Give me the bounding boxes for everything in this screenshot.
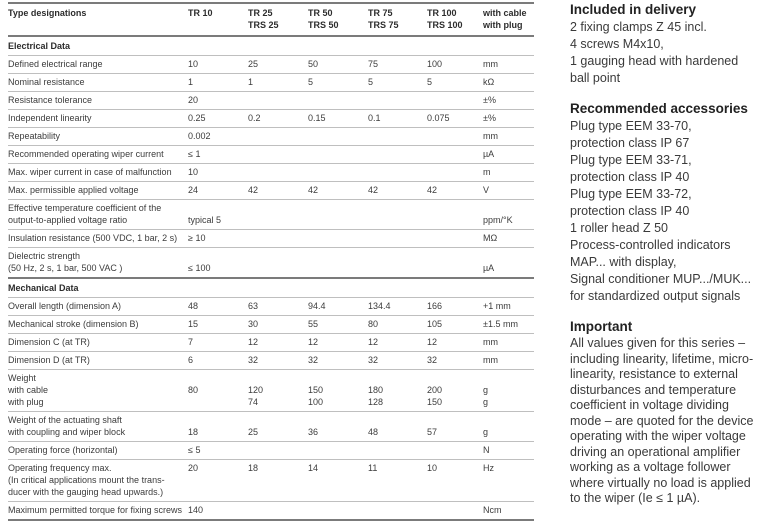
spec-row-line bbox=[8, 76, 534, 88]
note-body bbox=[570, 336, 756, 507]
note-section bbox=[570, 1, 756, 87]
value-cell: 32 bbox=[368, 355, 379, 365]
value-cell bbox=[308, 444, 368, 456]
value-cell: 180 bbox=[368, 385, 384, 395]
unit-cell: Ncm bbox=[483, 505, 502, 515]
note-line: All values given for this series – bbox=[570, 336, 746, 350]
spec-row bbox=[8, 441, 534, 459]
column-header: TR 75 bbox=[368, 8, 393, 18]
note-body bbox=[570, 118, 756, 305]
column-header: TR 100 bbox=[427, 8, 457, 18]
value-cell: 120 bbox=[248, 385, 264, 395]
value-cell: 32 bbox=[248, 355, 259, 365]
value-cell: 11 bbox=[368, 463, 378, 473]
value-cell: 48 bbox=[368, 427, 379, 437]
spec-row-line bbox=[8, 300, 534, 312]
value-cell bbox=[368, 214, 427, 226]
note-line: 2 fixing clamps Z 45 incl. bbox=[570, 20, 707, 34]
unit-cell: ppm/°K bbox=[483, 215, 513, 225]
note-body bbox=[570, 19, 756, 87]
value-cell: 63 bbox=[248, 301, 259, 311]
spec-row bbox=[8, 333, 534, 351]
row-label: with cable bbox=[8, 385, 49, 395]
value-cell: 140 bbox=[188, 505, 204, 515]
value-cell bbox=[308, 474, 368, 486]
unit-cell: V bbox=[483, 185, 490, 195]
value-cell: 12 bbox=[368, 337, 379, 347]
value-cell bbox=[308, 232, 368, 244]
spec-row bbox=[8, 459, 534, 501]
row-label: with coupling and wiper block bbox=[8, 427, 126, 437]
row-label: Dimension D (at TR) bbox=[8, 355, 90, 365]
spec-row bbox=[8, 247, 534, 277]
value-cell bbox=[308, 414, 368, 426]
value-cell bbox=[368, 372, 427, 384]
value-cell bbox=[248, 250, 308, 262]
value-cell: 10 bbox=[188, 59, 199, 69]
value-cell: 50 bbox=[308, 59, 319, 69]
value-cell bbox=[248, 444, 308, 456]
value-cell: 18 bbox=[248, 463, 259, 473]
section-title: Electrical Data bbox=[8, 41, 71, 51]
note-line: working as a voltage follower bbox=[570, 460, 731, 474]
value-cell: 20 bbox=[188, 463, 199, 473]
value-cell: 200 bbox=[427, 385, 443, 395]
spec-row-line bbox=[8, 384, 534, 396]
value-cell: 12 bbox=[427, 337, 438, 347]
value-cell bbox=[248, 214, 308, 226]
unit-cell bbox=[483, 202, 534, 214]
value-cell bbox=[308, 250, 368, 262]
spec-row-line bbox=[8, 462, 534, 474]
table-header-line bbox=[8, 7, 534, 19]
note-line: protection class IP 67 bbox=[570, 136, 690, 150]
spec-row-line bbox=[8, 130, 534, 142]
value-cell bbox=[427, 504, 483, 516]
value-cell bbox=[427, 372, 483, 384]
value-cell: 30 bbox=[248, 319, 259, 329]
value-cell bbox=[368, 166, 427, 178]
value-cell: 42 bbox=[248, 185, 259, 195]
value-cell: 0.1 bbox=[368, 113, 381, 123]
row-label: ducer with the gauging head upwards.) bbox=[8, 487, 164, 497]
row-label: Defined electrical range bbox=[8, 59, 103, 69]
value-cell bbox=[188, 474, 248, 486]
unit-cell: g bbox=[483, 427, 489, 437]
section-header bbox=[8, 35, 534, 55]
value-cell bbox=[308, 504, 368, 516]
unit-cell: µA bbox=[483, 149, 495, 159]
note-line: 1 roller head Z 50 bbox=[570, 221, 668, 235]
column-header: TRS 75 bbox=[368, 20, 399, 30]
value-cell bbox=[368, 486, 427, 498]
spec-row bbox=[8, 411, 534, 441]
value-cell bbox=[368, 444, 427, 456]
value-cell: ≤ 100 bbox=[188, 263, 211, 273]
value-cell bbox=[368, 148, 427, 160]
value-cell bbox=[188, 486, 248, 498]
value-cell: 12 bbox=[308, 337, 319, 347]
value-cell: 42 bbox=[308, 185, 319, 195]
value-cell: 48 bbox=[188, 301, 199, 311]
unit-cell: mm bbox=[483, 59, 498, 69]
value-cell bbox=[308, 372, 368, 384]
spec-row-line bbox=[8, 474, 534, 486]
row-label: Recommended operating wiper current bbox=[8, 149, 164, 159]
spec-row bbox=[8, 181, 534, 199]
column-header: TRS 50 bbox=[308, 20, 339, 30]
note-line: disturbances and temperature bbox=[570, 382, 737, 397]
value-cell bbox=[427, 214, 483, 226]
value-cell bbox=[188, 250, 248, 262]
column-header bbox=[8, 19, 188, 31]
note-line: ball point bbox=[570, 71, 621, 85]
column-header: TRS 100 bbox=[427, 20, 463, 30]
value-cell: 5 bbox=[368, 77, 374, 87]
spec-row-line bbox=[8, 58, 534, 70]
value-cell bbox=[188, 202, 248, 214]
value-cell: 12 bbox=[248, 337, 259, 347]
value-cell: 57 bbox=[427, 427, 438, 437]
value-cell bbox=[427, 232, 483, 244]
spec-row-line bbox=[8, 336, 534, 348]
value-cell: 18 bbox=[188, 427, 199, 437]
note-line: driving an operational amplifier bbox=[570, 444, 741, 459]
value-cell bbox=[188, 414, 248, 426]
value-cell: 24 bbox=[188, 185, 199, 195]
spec-row bbox=[8, 55, 534, 73]
row-label: Max. permissible applied voltage bbox=[8, 185, 139, 195]
note-line: mode – are quoted for the device bbox=[570, 413, 754, 428]
value-cell: 42 bbox=[368, 185, 379, 195]
value-cell: 15 bbox=[188, 319, 199, 329]
value-cell bbox=[368, 94, 427, 106]
spec-row-line bbox=[8, 396, 534, 408]
value-cell: 7 bbox=[188, 337, 194, 347]
spec-row-line bbox=[8, 112, 534, 124]
value-cell bbox=[368, 250, 427, 262]
value-cell: 134.4 bbox=[368, 301, 391, 311]
note-line: linearity, resistance to external bbox=[570, 367, 738, 381]
spec-row-line bbox=[8, 444, 534, 456]
value-cell: 100 bbox=[427, 59, 443, 69]
spec-table bbox=[8, 2, 534, 521]
table-header-row bbox=[8, 4, 534, 35]
value-cell bbox=[308, 166, 368, 178]
spec-row-line bbox=[8, 232, 534, 244]
value-cell bbox=[427, 444, 483, 456]
table-header-line bbox=[8, 19, 534, 31]
value-cell bbox=[308, 214, 368, 226]
value-cell: 42 bbox=[427, 185, 438, 195]
unit-cell bbox=[483, 486, 534, 498]
spec-row-line bbox=[8, 94, 534, 106]
value-cell: 1 bbox=[188, 77, 194, 87]
note-heading: Included in delivery bbox=[570, 2, 697, 17]
row-label: Operating force (horizontal) bbox=[8, 445, 118, 455]
value-cell: 74 bbox=[248, 397, 259, 407]
spec-row-line bbox=[8, 262, 534, 274]
unit-cell: kΩ bbox=[483, 77, 495, 87]
spec-row-line bbox=[8, 426, 534, 438]
note-line: operating with the wiper voltage bbox=[570, 429, 746, 443]
value-cell: 25 bbox=[248, 427, 259, 437]
row-label: (50 Hz, 2 s, 1 bar, 500 VAC ) bbox=[8, 263, 123, 273]
value-cell: 10 bbox=[188, 167, 199, 177]
note-heading: Recommended accessories bbox=[570, 101, 748, 116]
value-cell: ≤ 5 bbox=[188, 445, 201, 455]
spec-row bbox=[8, 145, 534, 163]
row-label: Overall length (dimension A) bbox=[8, 301, 122, 311]
row-label: (In critical applications mount the trans- bbox=[8, 475, 165, 485]
row-label: Insulation resistance (500 VDC, 1 bar, 2 s) bbox=[8, 233, 178, 243]
spec-row bbox=[8, 91, 534, 109]
row-label: Repeatability bbox=[8, 131, 61, 141]
value-cell bbox=[248, 486, 308, 498]
spec-row-line bbox=[8, 148, 534, 160]
section-header-line bbox=[8, 40, 534, 52]
value-cell: 75 bbox=[368, 59, 379, 69]
value-cell bbox=[427, 94, 483, 106]
column-header: TR 25 bbox=[248, 8, 273, 18]
row-label: Effective temperature coefficient of the bbox=[8, 203, 162, 213]
value-cell: 128 bbox=[368, 397, 384, 407]
unit-cell: g bbox=[483, 397, 489, 407]
value-cell: 94.4 bbox=[308, 301, 326, 311]
spec-row bbox=[8, 501, 534, 519]
spec-row bbox=[8, 369, 534, 411]
value-cell bbox=[308, 262, 368, 274]
value-cell bbox=[248, 130, 308, 142]
value-cell bbox=[188, 396, 248, 408]
row-label: Dielectric strength bbox=[8, 251, 81, 261]
value-cell bbox=[248, 504, 308, 516]
value-cell: 0.2 bbox=[248, 113, 261, 123]
value-cell: 1 bbox=[248, 77, 254, 87]
value-cell bbox=[368, 504, 427, 516]
unit-cell: MΩ bbox=[483, 233, 498, 243]
row-label: Max. wiper current in case of malfunction bbox=[8, 167, 172, 177]
row-label: Resistance tolerance bbox=[8, 95, 93, 105]
value-cell: 150 bbox=[427, 397, 443, 407]
value-cell: 25 bbox=[248, 59, 259, 69]
value-cell bbox=[427, 250, 483, 262]
value-cell: 0.25 bbox=[188, 113, 206, 123]
spec-row-line bbox=[8, 184, 534, 196]
value-cell: 14 bbox=[308, 463, 319, 473]
note-line: 4 screws M4x10, bbox=[570, 37, 664, 51]
note-section bbox=[570, 318, 756, 507]
value-cell bbox=[427, 262, 483, 274]
note-line: Plug type EEM 33-71, bbox=[570, 153, 692, 167]
spec-row-line bbox=[8, 202, 534, 214]
spec-row bbox=[8, 229, 534, 247]
value-cell: 0.075 bbox=[427, 113, 450, 123]
value-cell bbox=[368, 262, 427, 274]
spec-row-line bbox=[8, 250, 534, 262]
column-header: TR 50 bbox=[308, 8, 333, 18]
unit-cell: ±% bbox=[483, 113, 496, 123]
row-label: Weight bbox=[8, 373, 36, 383]
section-header bbox=[8, 277, 534, 297]
unit-cell: +1 mm bbox=[483, 301, 511, 311]
value-cell bbox=[308, 94, 368, 106]
unit-cell: ±1.5 mm bbox=[483, 319, 518, 329]
note-line: protection class IP 40 bbox=[570, 204, 690, 218]
unit-cell bbox=[483, 414, 534, 426]
spec-row bbox=[8, 109, 534, 127]
row-label: Nominal resistance bbox=[8, 77, 85, 87]
value-cell bbox=[308, 130, 368, 142]
value-cell bbox=[368, 232, 427, 244]
unit-cell bbox=[483, 250, 534, 262]
sidebar-notes bbox=[570, 1, 756, 507]
value-cell: 150 bbox=[308, 385, 324, 395]
unit-cell: µA bbox=[483, 263, 495, 273]
value-cell bbox=[368, 414, 427, 426]
value-cell: 100 bbox=[308, 397, 324, 407]
value-cell bbox=[248, 232, 308, 244]
value-cell bbox=[308, 486, 368, 498]
unit-cell: m bbox=[483, 167, 491, 177]
value-cell: 80 bbox=[368, 319, 379, 329]
spec-row bbox=[8, 315, 534, 333]
value-cell: 6 bbox=[188, 355, 194, 365]
value-cell bbox=[248, 414, 308, 426]
note-line: for standardized output signals bbox=[570, 289, 741, 303]
value-cell bbox=[248, 202, 308, 214]
value-cell: 0.002 bbox=[188, 131, 211, 141]
note-line: coefficient in voltage dividing bbox=[570, 398, 729, 412]
value-cell bbox=[427, 166, 483, 178]
spec-row-line bbox=[8, 166, 534, 178]
row-label: output-to-applied voltage ratio bbox=[8, 215, 128, 225]
spec-row bbox=[8, 351, 534, 369]
value-cell bbox=[248, 474, 308, 486]
note-line: 1 gauging head with hardened bbox=[570, 54, 739, 68]
row-label: Operating frequency max. bbox=[8, 463, 112, 473]
value-cell bbox=[427, 202, 483, 214]
note-line: MAP... with display, bbox=[570, 255, 677, 269]
value-cell: 0.15 bbox=[308, 113, 326, 123]
value-cell: 20 bbox=[188, 95, 199, 105]
row-label: Mechanical stroke (dimension B) bbox=[8, 319, 139, 329]
column-header: TRS 25 bbox=[248, 20, 279, 30]
value-cell: ≤ 1 bbox=[188, 149, 201, 159]
value-cell bbox=[308, 148, 368, 160]
note-line: where virtually no load is applied bbox=[570, 475, 751, 490]
value-cell bbox=[248, 372, 308, 384]
section-header-line bbox=[8, 282, 534, 294]
spec-row bbox=[8, 163, 534, 181]
value-cell: 105 bbox=[427, 319, 443, 329]
spec-row bbox=[8, 127, 534, 145]
spec-row-line bbox=[8, 504, 534, 516]
spec-row bbox=[8, 297, 534, 315]
value-cell: typical 5 bbox=[188, 215, 222, 225]
unit-cell: ±% bbox=[483, 95, 496, 105]
column-header: TR 10 bbox=[188, 8, 213, 18]
unit-cell: g bbox=[483, 385, 489, 395]
value-cell bbox=[427, 130, 483, 142]
value-cell bbox=[368, 474, 427, 486]
value-cell: ≥ 10 bbox=[188, 233, 206, 243]
value-cell: 10 bbox=[427, 463, 438, 473]
spec-row-line bbox=[8, 318, 534, 330]
note-heading: Important bbox=[570, 319, 633, 334]
note-line: Plug type EEM 33-72, bbox=[570, 187, 692, 201]
spec-row-line bbox=[8, 354, 534, 366]
column-header: with cable bbox=[483, 8, 527, 18]
unit-cell bbox=[483, 372, 534, 384]
note-section bbox=[570, 100, 756, 305]
value-cell bbox=[368, 202, 427, 214]
spec-row bbox=[8, 73, 534, 91]
row-label: Independent linearity bbox=[8, 113, 92, 123]
value-cell bbox=[248, 166, 308, 178]
value-cell bbox=[308, 202, 368, 214]
value-cell: 32 bbox=[427, 355, 438, 365]
unit-cell bbox=[483, 474, 534, 486]
value-cell bbox=[188, 372, 248, 384]
value-cell: 5 bbox=[427, 77, 433, 87]
unit-cell: N bbox=[483, 445, 490, 455]
value-cell: 5 bbox=[308, 77, 314, 87]
row-label: with plug bbox=[8, 397, 44, 407]
row-label: Dimension C (at TR) bbox=[8, 337, 90, 347]
unit-cell: Hz bbox=[483, 463, 494, 473]
unit-cell: mm bbox=[483, 131, 498, 141]
value-cell bbox=[248, 148, 308, 160]
value-cell: 80 bbox=[188, 385, 199, 395]
note-line: including linearity, lifetime, micro- bbox=[570, 351, 754, 366]
note-line: to the wiper (Ie ≤ 1 µA). bbox=[570, 491, 701, 505]
row-label: Maximum permitted torque for fixing screws bbox=[8, 505, 183, 515]
column-header bbox=[188, 19, 248, 31]
value-cell bbox=[427, 148, 483, 160]
spec-row-line bbox=[8, 372, 534, 384]
row-label: Weight of the actuating shaft bbox=[8, 415, 122, 425]
section-title: Mechanical Data bbox=[8, 283, 79, 293]
spec-row bbox=[8, 199, 534, 229]
value-cell: 36 bbox=[308, 427, 319, 437]
column-header: Type designations bbox=[8, 8, 87, 18]
note-line: Signal conditioner MUP.../MUK... bbox=[570, 272, 752, 286]
value-cell bbox=[248, 94, 308, 106]
value-cell bbox=[368, 130, 427, 142]
column-header: with plug bbox=[483, 20, 523, 30]
note-line: Plug type EEM 33-70, bbox=[570, 119, 692, 133]
value-cell: 32 bbox=[308, 355, 319, 365]
value-cell bbox=[248, 262, 308, 274]
spec-row-line bbox=[8, 214, 534, 226]
value-cell: 166 bbox=[427, 301, 443, 311]
value-cell bbox=[427, 486, 483, 498]
value-cell bbox=[427, 414, 483, 426]
note-line: Process-controlled indicators bbox=[570, 238, 731, 252]
value-cell: 55 bbox=[308, 319, 319, 329]
spec-row-line bbox=[8, 414, 534, 426]
unit-cell: mm bbox=[483, 355, 498, 365]
spec-row-line bbox=[8, 486, 534, 498]
value-cell bbox=[427, 474, 483, 486]
note-line: protection class IP 40 bbox=[570, 170, 690, 184]
unit-cell: mm bbox=[483, 337, 498, 347]
